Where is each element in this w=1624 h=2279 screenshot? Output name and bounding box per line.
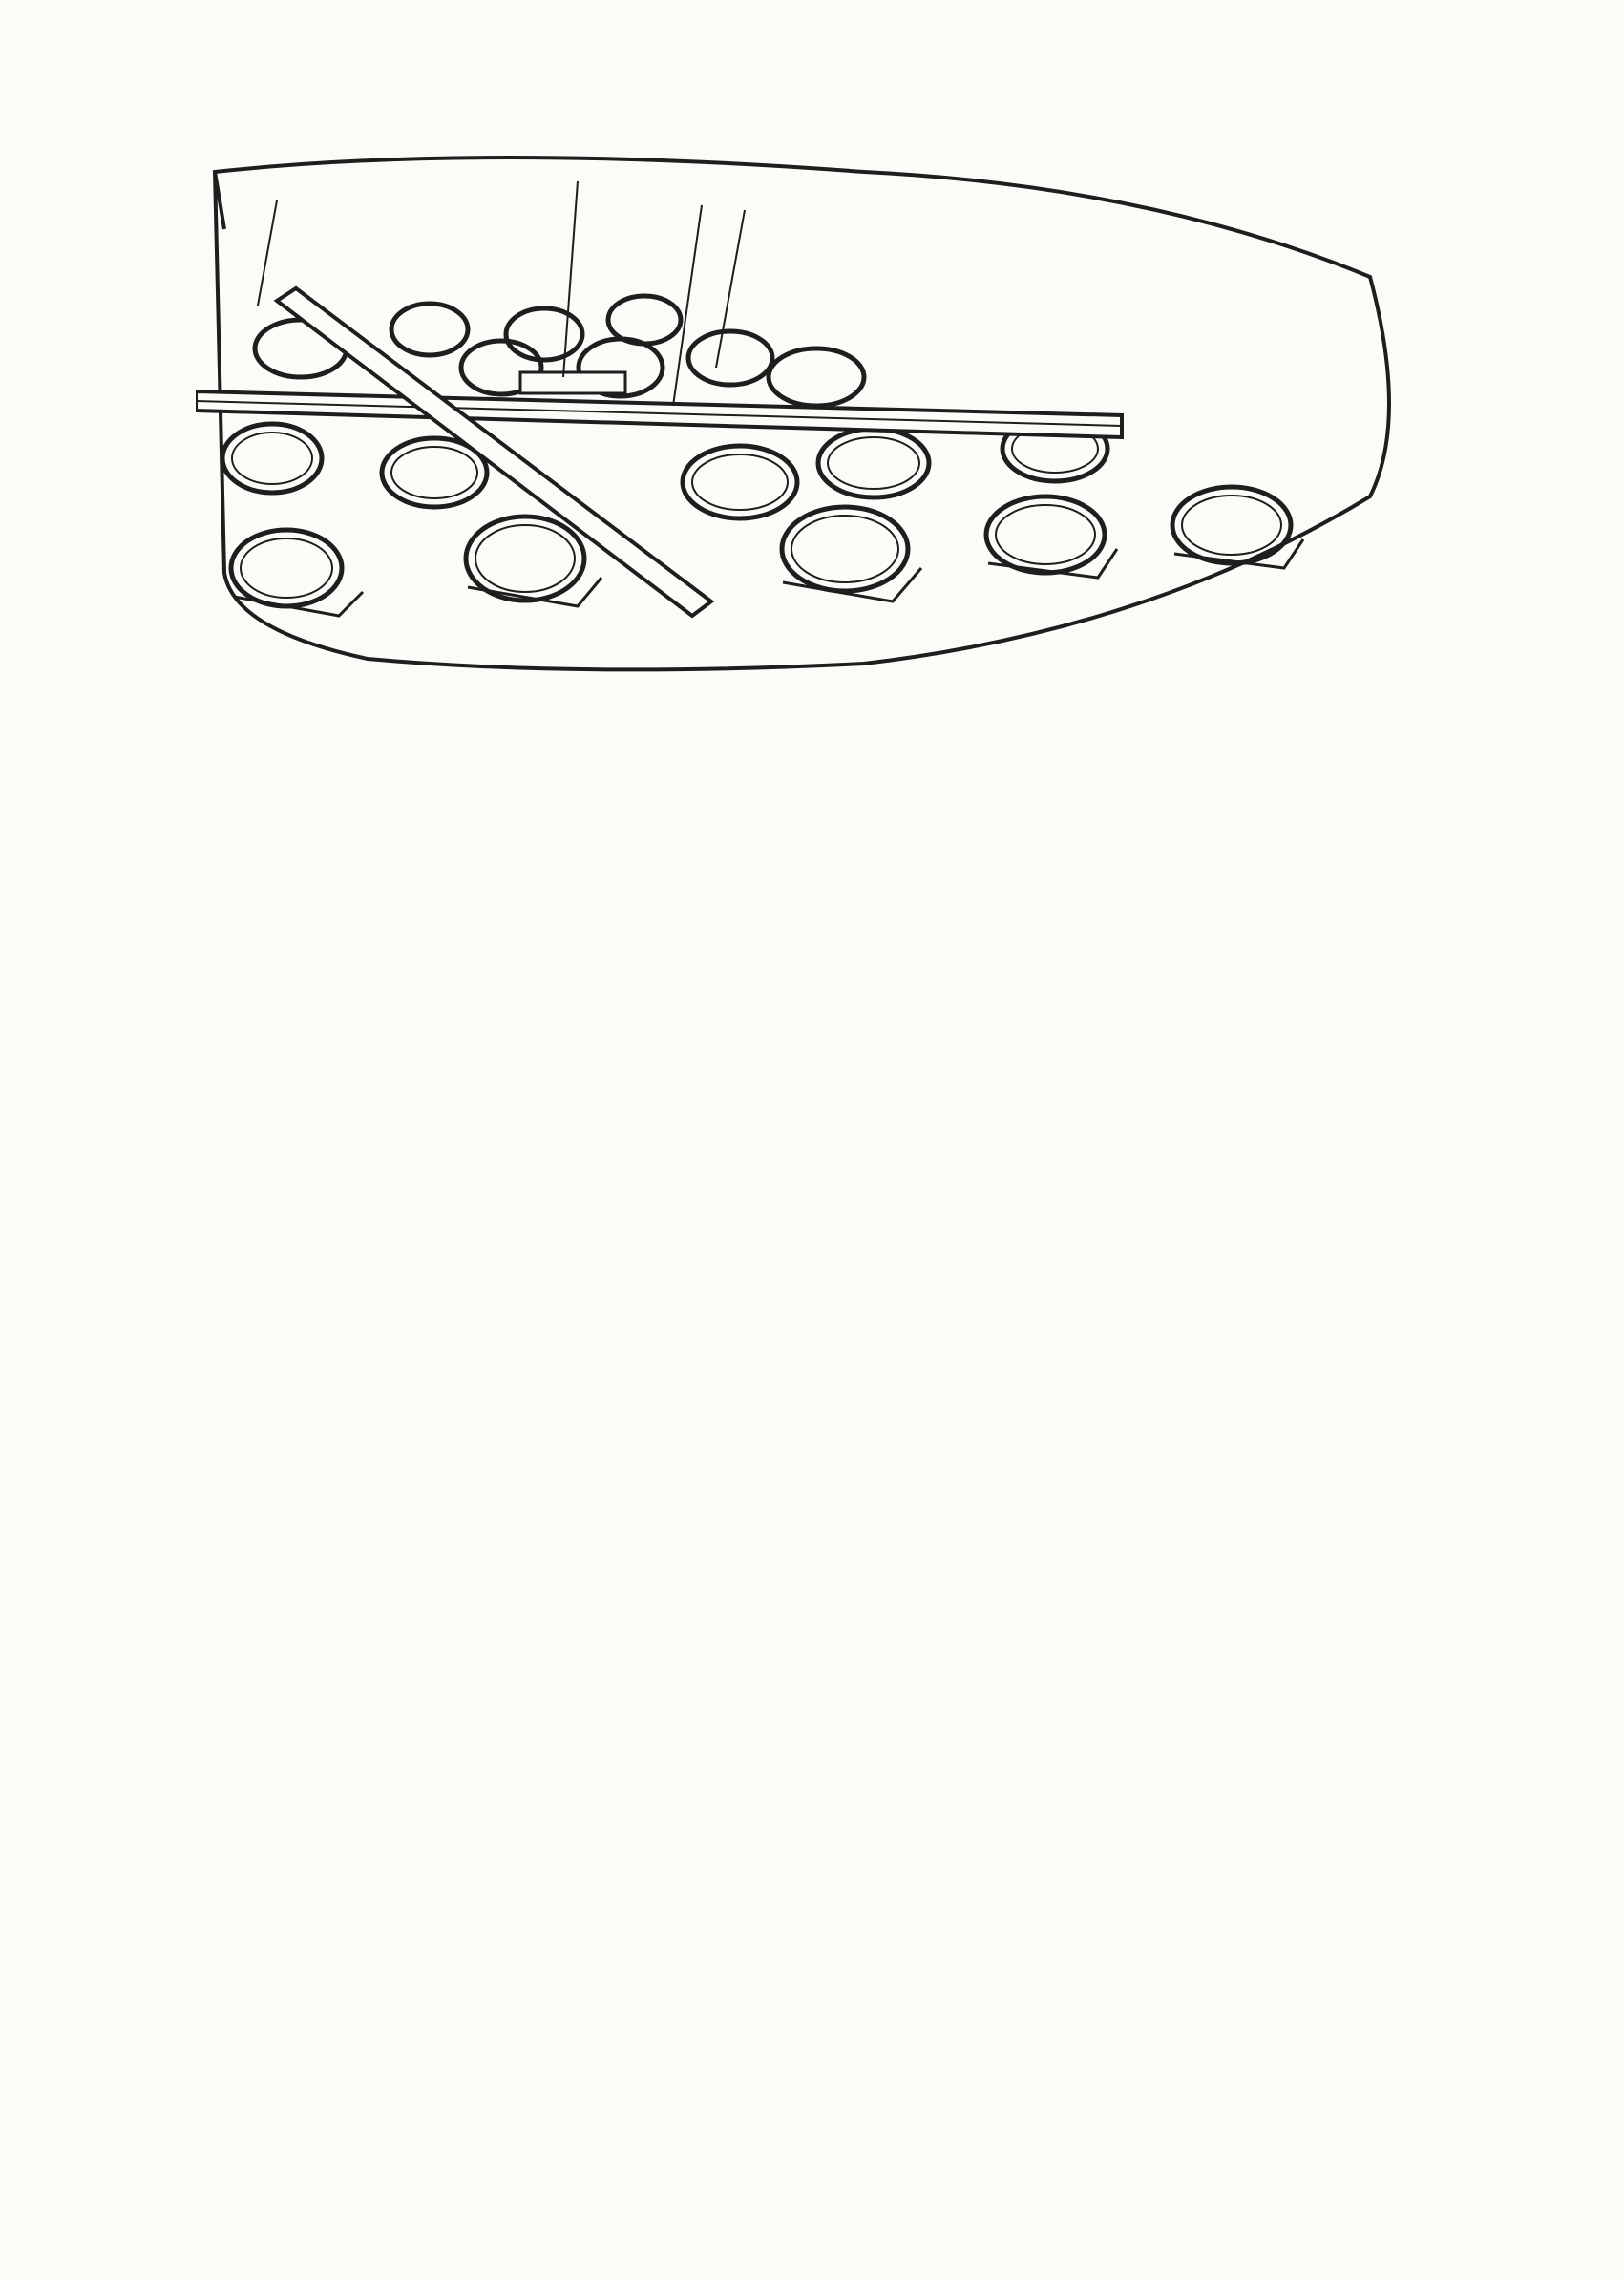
figure-nozzle-alignment: [196, 134, 1437, 726]
nozzle-alignment-drawing: [196, 134, 1437, 726]
figure-caption: [124, 778, 1461, 828]
